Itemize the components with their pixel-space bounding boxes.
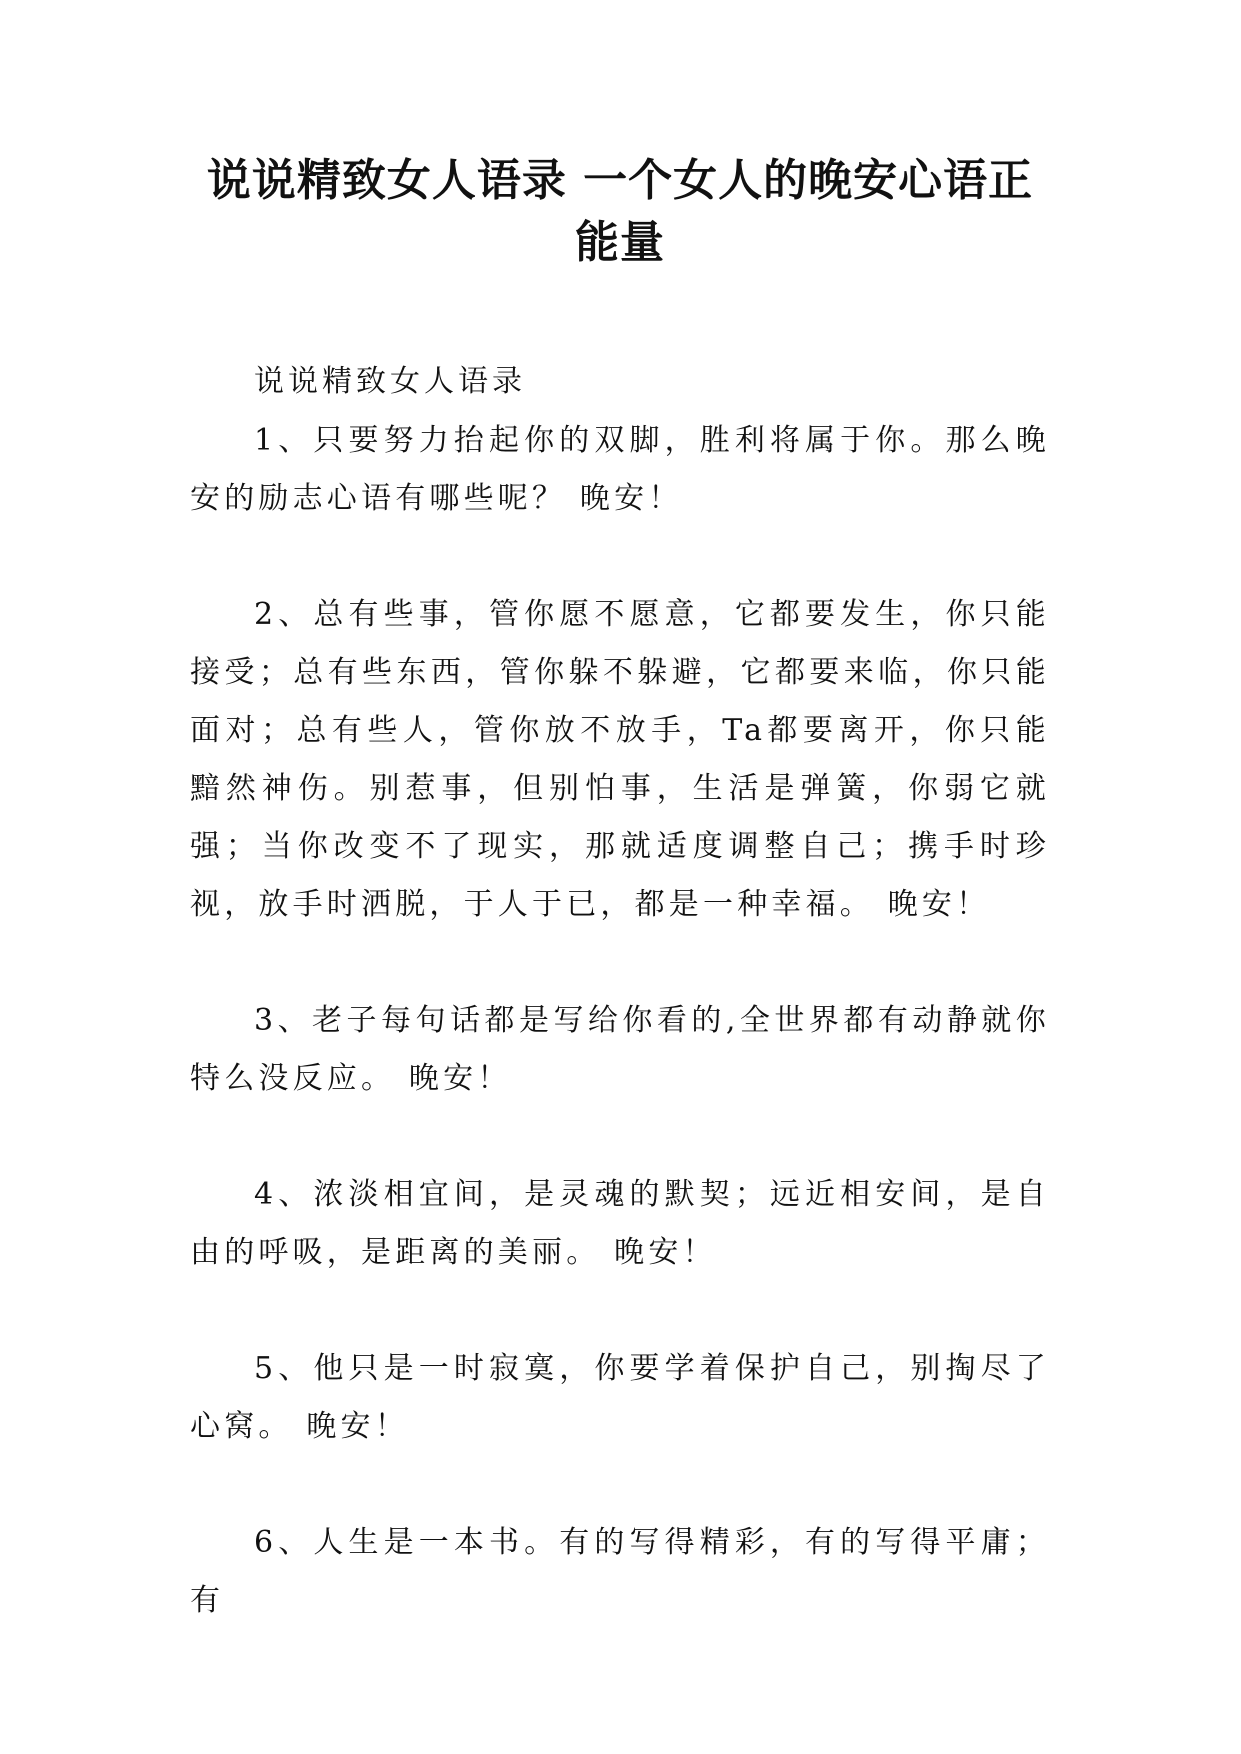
- paragraph-4: 4、浓淡相宜间，是灵魂的默契；远近相安间，是自由的呼吸，是距离的美丽。 晚安！: [190, 1177, 1050, 1270]
- paragraph-3: 3、老子每句话都是写给你看的,全世界都有动静就你特么没反应。 晚安！: [190, 1003, 1050, 1096]
- document-title: [180, 150, 1060, 274]
- document-body: [190, 352, 1050, 1688]
- title-line-2: 能量: [575, 217, 665, 268]
- paragraph-2: 2、总有些事，管你愿不愿意，它都要发生，你只能接受；总有些东西，管你躲不躲避，它都要来临，你只能面对；总有些人，管你放不放手，Ta都要离开，你只能黯然神伤。别惹事，但别怕事，生活是弹簧，你弱它就强；当你改变不了现实，那就适度调整自己；携手时珍视，放手时洒脱，于人于已，都是一种幸福。 晚安！: [190, 597, 1050, 922]
- title-line-1: 说说精致女人语录 一个女人的晚安心语正: [206, 155, 1034, 206]
- paragraph-5: 5、他只是一时寂寞，你要学着保护自己，别掏尽了心窝。 晚安！: [190, 1351, 1050, 1444]
- paragraph-1: 1、只要努力抬起你的双脚，胜利将属于你。那么晚安的励志心语有哪些呢？ 晚安！: [190, 423, 1050, 516]
- paragraph-6: 6、人生是一本书。有的写得精彩，有的写得平庸；有: [190, 1525, 1050, 1618]
- section-heading: 说说精致女人语录: [254, 364, 526, 399]
